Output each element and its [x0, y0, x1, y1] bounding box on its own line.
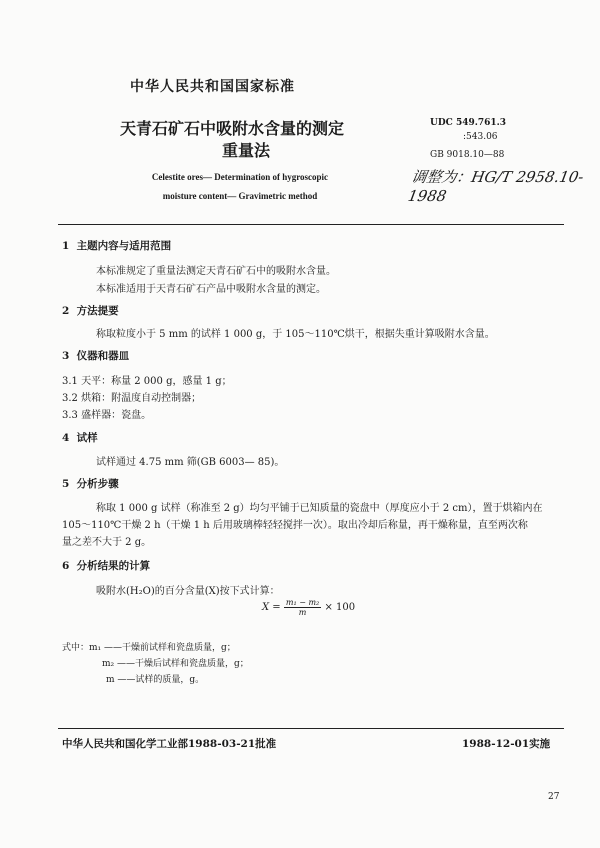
section-heading: 试样: [76, 432, 98, 444]
paragraph: 本标准适用于天青石矿石产品中吸附水含量的测定。: [96, 284, 326, 295]
section-heading: 分析结果的计算: [76, 560, 151, 572]
handwritten-note: 调整为：HG/T 2958.10-1988: [406, 168, 586, 205]
variable-definition: m₂ ——干燥后试样和瓷盘质量，g；: [102, 659, 249, 669]
list-item: 3.2 烘箱：附温度自动控制器；: [62, 393, 202, 404]
document-page: 中华人民共和国国家标准 天青石矿石中吸附水含量的测定 重量法 Celestite ores— Determination of hygroscopic moisture content— Gravimetric method UDC 549.761.3 :543.06 GB 9018.10—88 调整为：HG/T 2958.10-1988 1 主题内容与适用范围 本标准规定了重量法测定天青石矿石中的吸附水含量。 本标准适用于天青石矿石产品中吸附水含量的测定。 2 方法提要 称取粒度小于 5 mm 的试样 1 000 g，于 105～110℃烘干，根据失重计算吸附水含量。 3 仪器和器皿 3.1 天平：称量 2 000 g，感量 1 g； 3.2 烘箱：附温度自动控制器； 3.3 盛样器：瓷盘。 4 试样 试样通过 4.75 mm 筛(GB 6003— 85)。 5 分析步骤 称取 1 000 g 试样（称准至 2 g）均匀平铺于已知质量的瓷盘中（厚度应小于 2 cm），置于烘箱内在 105～110℃干燥 2 h（干燥 1 h 后用玻璃棒轻轻搅拌一次）。取出冷却后称量，再干燥称量，直至两次称 量之差不大于 2 g。 6 分析结果的计算 吸附水(H₂O)的百分含量(X)按下式计算： X = $\frac{\text{m₁ − m₂}}{m}$ × 100 式中：m₁ ——干燥前试样和瓷盘质量，g； m₂ ——干燥后试样和瓷盘质量，g； m ——试样的质量，g。 中华人民共和国化学工业部1988-03-21批准 1988-12-01实施 27: [0, 0, 600, 848]
udc-code-2: :543.06: [463, 132, 498, 142]
footer-rule: [58, 728, 564, 729]
section-heading: 分析步骤: [76, 478, 119, 490]
org-title: 中华人民共和国国家标准: [130, 79, 295, 95]
list-item: 3.3 盛样器：瓷盘。: [62, 410, 152, 421]
variable-definition: 式中：m₁ ——干燥前试样和瓷盘质量，g；: [62, 643, 236, 653]
doc-subtitle: 重量法: [222, 141, 271, 160]
english-title-line1: Celestite ores— Determination of hygroscopic: [151, 172, 329, 182]
paragraph: 量之差不大于 2 g。: [62, 537, 152, 548]
variable-definition: m ——试样的质量，g。: [106, 675, 205, 685]
list-item: 3.1 天平：称量 2 000 g，感量 1 g；: [62, 376, 232, 387]
header-rule: [58, 224, 564, 225]
english-title-line2: moisture content— Gravimetric method: [162, 191, 318, 201]
udc-code: UDC 549.761.3: [430, 118, 507, 128]
section-heading: 方法提要: [76, 305, 119, 317]
section-heading: 仪器和器皿: [76, 350, 130, 362]
paragraph: 称取粒度小于 5 mm 的试样 1 000 g，于 105～110℃烘干，根据失重计算吸附水含量。: [96, 329, 495, 340]
doc-title: 天青石矿石中吸附水含量的测定: [120, 119, 345, 138]
formula: X = $\frac{\text{m₁ − m₂}}{m}$ × 100: [262, 598, 356, 617]
paragraph: 吸附水(H₂O)的百分含量(X)按下式计算：: [96, 586, 280, 597]
paragraph: 称取 1 000 g 试样（称准至 2 g）均匀平铺于已知质量的瓷盘中（厚度应小于 2 cm），置于烘箱内在: [96, 503, 543, 514]
gb-number: GB 9018.10—88: [430, 150, 505, 160]
page-number: 27: [548, 792, 560, 802]
paragraph: 105～110℃干燥 2 h（干燥 1 h 后用玻璃棒轻轻搅拌一次）。取出冷却后称量，再干燥称量，直至两次称: [62, 520, 528, 531]
english-title: [110, 168, 370, 206]
paragraph: 本标准规定了重量法测定天青石矿石中的吸附水含量。: [96, 266, 336, 277]
implementation-date: 1988-12-01实施: [462, 738, 551, 750]
paragraph: 试样通过 4.75 mm 筛(GB 6003— 85)。: [96, 457, 285, 468]
section-heading: 主题内容与适用范围: [76, 240, 172, 252]
approval-info: 中华人民共和国化学工业部1988-03-21批准: [62, 738, 277, 750]
